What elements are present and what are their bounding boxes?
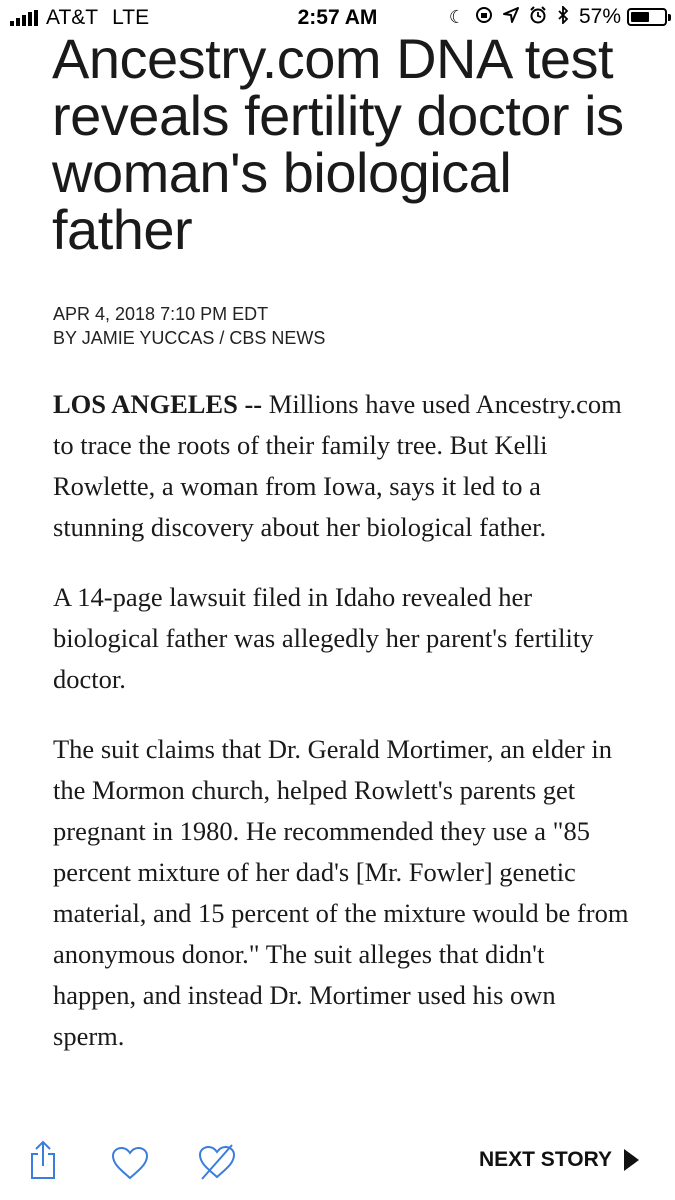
- next-story-button[interactable]: [479, 1148, 639, 1172]
- article-body: [53, 384, 631, 1086]
- moon-icon: ☾: [448, 6, 465, 27]
- article-meta: [53, 302, 325, 350]
- next-story-label: NEXT STORY: [478, 1148, 612, 1171]
- play-arrow-icon: [624, 1149, 639, 1171]
- dislike-heart-icon[interactable]: [197, 1142, 237, 1187]
- battery-icon: [627, 8, 667, 26]
- paragraph-2: A 14-page lawsuit filed in Idaho revealed her biological father was allegedly her parent's fertility doctor.: [53, 582, 594, 694]
- orientation-lock-icon: [475, 6, 493, 29]
- bottom-toolbar: [0, 1122, 675, 1200]
- dateline: LOS ANGELES --: [53, 389, 263, 419]
- paragraph-1: [53, 384, 631, 548]
- publish-date: APR 4, 2018 7:10 PM EDT: [53, 304, 269, 324]
- battery-percent: 57%: [578, 5, 621, 28]
- byline: BY JAMIE YUCCAS / CBS NEWS: [53, 328, 326, 348]
- carrier-label: AT&T: [46, 6, 99, 29]
- network-label: LTE: [112, 6, 150, 29]
- share-icon[interactable]: [30, 1140, 56, 1185]
- heart-icon[interactable]: [111, 1146, 149, 1185]
- clock: 2:57 AM: [297, 6, 378, 29]
- alarm-icon: [529, 6, 547, 29]
- bluetooth-icon: [557, 6, 569, 29]
- location-icon: [503, 7, 519, 28]
- paragraph-1-text: Millions have used Ancestry.com to trace the roots of their family tree. But Kelli Rowlette, a woman from Iowa, says it led to a stunning discovery about her biological father.: [53, 389, 622, 542]
- headline: Ancestry.com DNA test reveals fertility doctor is woman's biological father: [52, 27, 624, 261]
- paragraph-3: The suit claims that Dr. Gerald Mortimer, an elder in the Mormon church, helped Rowlett's parents get pregnant in 1980. He recommended they use a "85 percent mixture of her dad's [Mr. Fowler] genetic material, and 15 percent of the mixture would be from anonymous donor." The suit alleges that didn't happen, and instead Dr. Mortimer used his own sperm.: [53, 734, 629, 1051]
